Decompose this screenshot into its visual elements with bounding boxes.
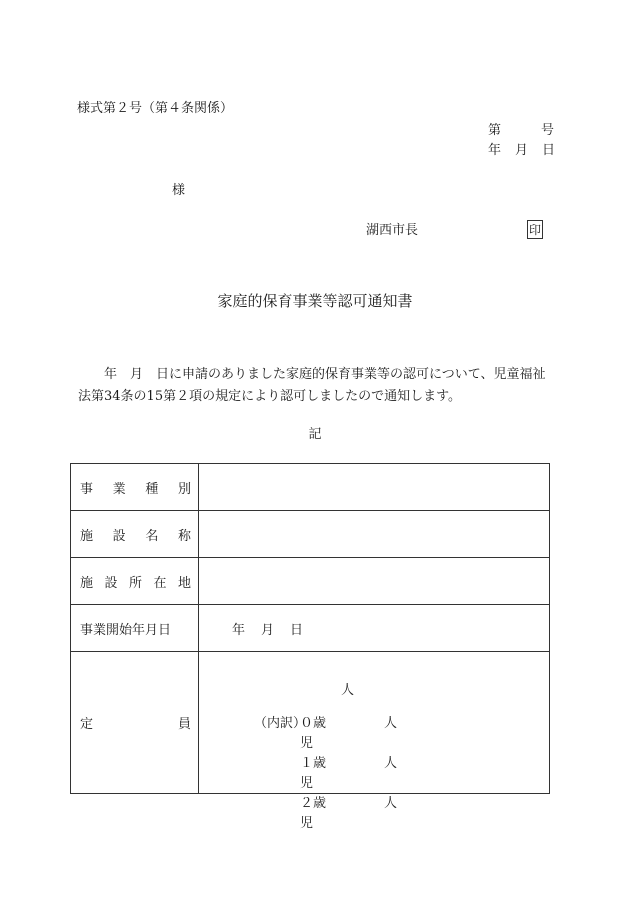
date-day: 日 bbox=[542, 143, 556, 158]
value-facility-name[interactable] bbox=[199, 511, 550, 558]
issuer-title: 湖西市長 bbox=[366, 223, 419, 238]
value-business-type[interactable] bbox=[199, 464, 550, 511]
doc-number-prefix: 第 bbox=[488, 123, 502, 138]
label-facility-address: 施 設 所 在 地 bbox=[71, 558, 199, 605]
label-business-type: 事 業 種 別 bbox=[71, 464, 199, 511]
table-row bbox=[71, 605, 550, 652]
date-month: 月 bbox=[515, 143, 529, 158]
document-title: 家庭的保育事業等認可通知書 bbox=[217, 292, 413, 310]
ki-heading: 記 bbox=[308, 427, 322, 442]
document-number bbox=[488, 124, 554, 137]
document-date bbox=[488, 144, 555, 157]
list-item: ２歳児 人 bbox=[300, 796, 398, 831]
list-item: １歳児 人 bbox=[300, 756, 398, 791]
table-row bbox=[71, 511, 550, 558]
label-start-date: 事業開始年月日 bbox=[71, 605, 199, 652]
details-table bbox=[70, 463, 550, 831]
value-capacity[interactable] bbox=[199, 652, 550, 831]
table-row bbox=[71, 652, 550, 794]
body-paragraph: 年 月 日に申請のありました家庭的保育事業等の認可について、児童福祉法第34条の15第２項の規定により認可しましたので通知します。 bbox=[78, 367, 546, 404]
doc-number-suffix: 号 bbox=[541, 123, 555, 138]
form-number: 様式第２号（第４条関係） bbox=[77, 101, 234, 116]
value-start-date[interactable] bbox=[199, 605, 550, 652]
capacity-breakdown bbox=[254, 714, 397, 834]
start-date-day: 日 bbox=[290, 622, 304, 638]
seal-mark: 印 bbox=[527, 220, 543, 239]
breakdown-prefix: （内訳） bbox=[254, 716, 307, 731]
table-row bbox=[71, 464, 550, 511]
start-date-month: 月 bbox=[261, 622, 275, 638]
table-row bbox=[71, 558, 550, 605]
addressee-honorific: 様 bbox=[172, 183, 186, 198]
capacity-total-unit: 人 bbox=[341, 683, 355, 698]
value-facility-address[interactable] bbox=[199, 558, 550, 605]
start-date-year: 年 bbox=[232, 622, 246, 638]
list-item: （内訳） ０歳児 人 bbox=[254, 714, 397, 754]
label-capacity: 定 員 bbox=[71, 652, 199, 794]
date-year: 年 bbox=[488, 143, 502, 158]
label-facility-name: 施 設 名 称 bbox=[71, 511, 199, 558]
